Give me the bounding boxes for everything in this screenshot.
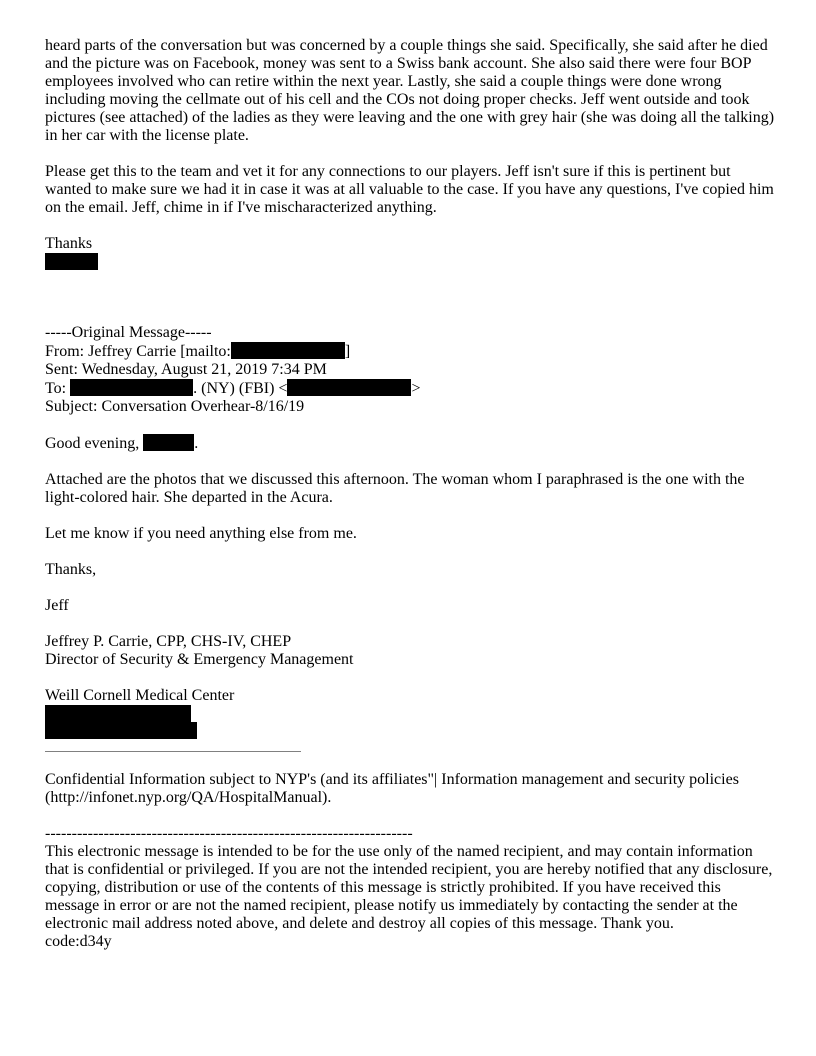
header-subject: Subject: Conversation Overhear-8/16/19 xyxy=(45,398,305,415)
greeting xyxy=(45,434,775,453)
original-message-divider: -----Original Message----- xyxy=(45,324,212,341)
to-prefix: To: xyxy=(45,380,67,397)
email-document xyxy=(45,37,775,951)
body-paragraph-2: Please get this to the team and vet it for any connections to our players. Jeff isn't sure if this is pertinent but wanted to make sure we had it in case it was at all valuable to the case. If you have any questions, I've copied him on the email. Jeff, chime in if I've mischaracterized anything. xyxy=(45,163,774,216)
signature-name: Jeffrey P. Carrie, CPP, CHS-IV, CHEP xyxy=(45,633,292,650)
disclaimer: This electronic message is intended to be for the use only of the named recipient, and may contain information that is confidential or privileged. If you are not the intended recipient, you are hereby notified that any disclosure, copying, distribution or use of the contents of this message is strictly prohibited. If you have received this message in error or are not the named recipient, please notify us immediately by contacting the sender at the electronic mail address noted above, and delete and destroy all copies of this message. Thank you. xyxy=(45,843,773,932)
code-label: code:d34y xyxy=(45,933,112,950)
redacted-recipient-name xyxy=(70,379,193,396)
to-middle: . (NY) (FBI) < xyxy=(193,380,288,397)
redacted-recipient-email xyxy=(287,379,411,396)
header-sent: Sent: Wednesday, August 21, 2019 7:34 PM xyxy=(45,361,327,378)
header-from xyxy=(45,342,775,361)
confidentiality-notice: Confidential Information subject to NYP's (and its affiliates"| Information management and security policies (http://infonet.nyp.org/QA/HospitalManual). xyxy=(45,771,739,806)
signature-title: Director of Security & Emergency Management xyxy=(45,651,354,668)
to-suffix: > xyxy=(411,380,421,397)
dash-divider: --------------------------------------------------------------------- xyxy=(45,825,413,842)
greeting-suffix: . xyxy=(194,435,199,452)
redacted-email xyxy=(231,342,345,359)
redacted-address-line-2 xyxy=(45,722,197,739)
closing: Thanks, xyxy=(45,561,97,578)
header-to xyxy=(45,379,775,398)
body-paragraph-1: heard parts of the conversation but was concerned by a couple things she said. Specifically, she said after he died and the picture was on Facebook, money was sent to a Swiss bank account. She also said there were four BOP employees involved who can retire within the next year. Lastly, she said a couple things were done wrong including moving the cellmate out of his cell and the COs not doing proper checks. Jeff went outside and took pictures (see attached) of the ladies as they were leaving and the one with grey hair (she was doing all the talking) in her car with the license plate. xyxy=(45,37,775,144)
signature-divider xyxy=(45,751,301,752)
first-name: Jeff xyxy=(45,597,69,614)
redacted-sender-name xyxy=(45,253,98,270)
redacted-greeting-name xyxy=(143,434,194,451)
greeting-prefix: Good evening, xyxy=(45,435,140,452)
original-body-2: Let me know if you need anything else from me. xyxy=(45,525,357,542)
from-prefix: From: Jeffrey Carrie [mailto: xyxy=(45,343,231,360)
from-suffix: ] xyxy=(344,343,351,360)
redacted-address-line-1 xyxy=(45,705,191,722)
signoff: Thanks xyxy=(45,235,93,252)
signature-organization: Weill Cornell Medical Center xyxy=(45,687,235,704)
original-body-1: Attached are the photos that we discussed this afternoon. The woman whom I paraphrased is the one with the light-colored hair. She departed in the Acura. xyxy=(45,471,745,506)
